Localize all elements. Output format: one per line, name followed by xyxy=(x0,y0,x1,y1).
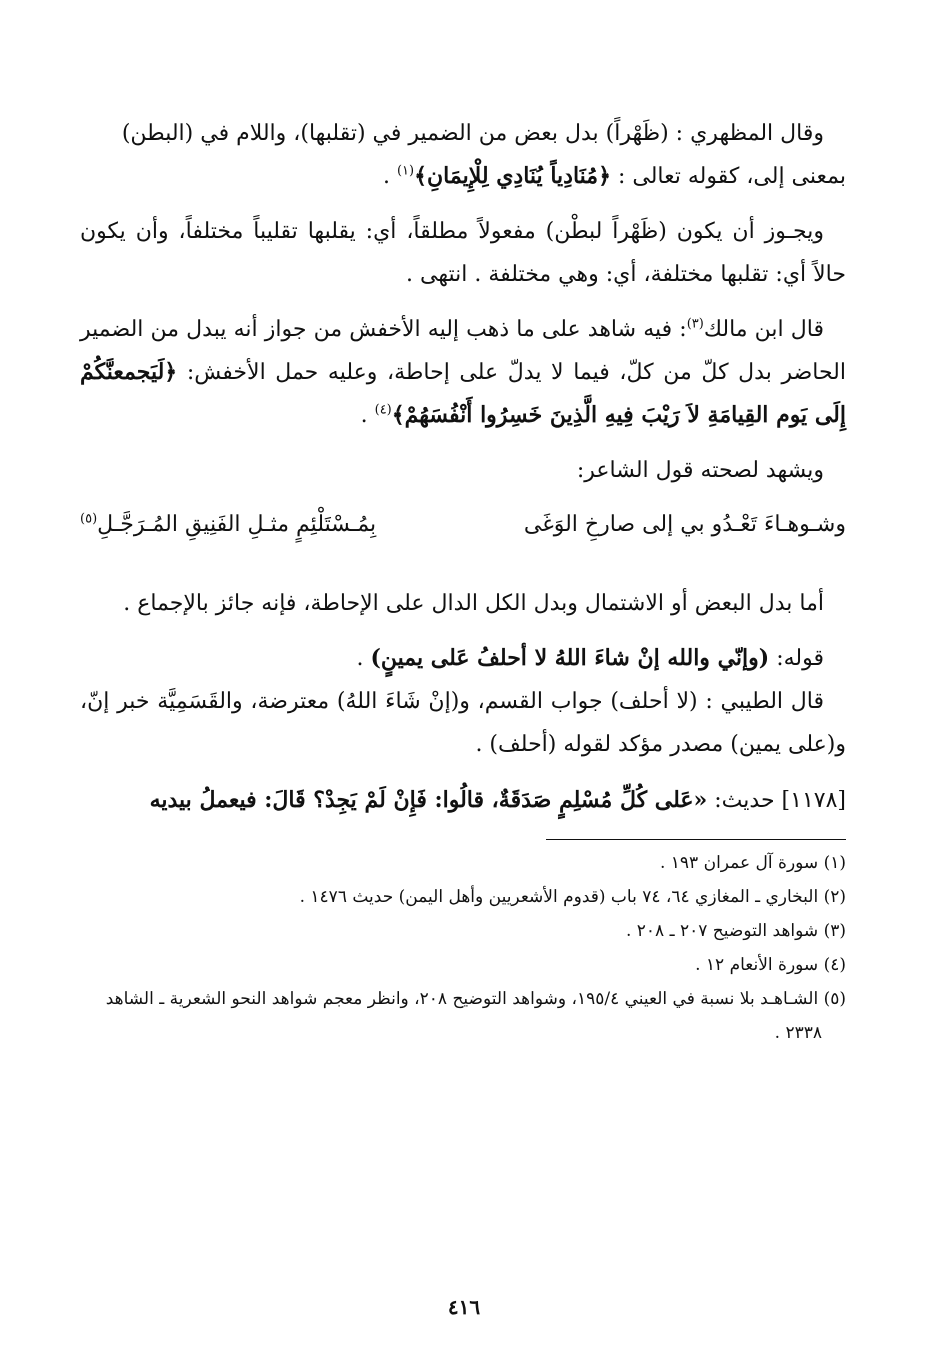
sentence-end: . xyxy=(356,646,371,671)
main-text xyxy=(80,112,846,823)
verse-second-hemistich: بِمُـسْتَلْئِمٍ مثـلِ الفَنِيقِ المُـرَجَّـلِ xyxy=(97,512,377,537)
footnote-divider xyxy=(546,839,846,840)
hadith-heading xyxy=(80,778,846,823)
footnote-ref-4: (٤) xyxy=(374,402,392,418)
hadith-text: «عَلى كُلِّ مُسْلِمٍ صَدَقَةٌ، قالُوا: فَإِنْ لَمْ يَجِدْ؟ قَالَ: فيعملُ بيديه xyxy=(149,787,708,813)
footnotes xyxy=(80,846,846,1050)
book-page xyxy=(80,112,846,1323)
hadith-number: [١١٧٨] xyxy=(781,788,846,813)
footnote-ref-3: (٣) xyxy=(686,316,704,332)
paragraph-mazhari-line2: بمعنى إلى، كقوله تعالى : xyxy=(610,164,846,189)
poetry-verse xyxy=(80,502,846,548)
hadith-label: حديث: xyxy=(707,788,782,813)
ibn-malik-text: : فيه شاهد على ما ذهب إليه الأخفش من جواز أنه يبدل من الضمير الحاضر بدل كلّ من كلّ، فيما لا يدلّ على إحاطة، وعليه حمل الأخفش: xyxy=(80,317,846,385)
ibn-malik-intro: قال ابن مالك xyxy=(703,317,824,342)
footnote-2: (٢) البخاري ـ المغازي ٦٤، ٧٤ باب (قدوم الأشعريين وأهل اليمن) حديث ١٤٧٦ . xyxy=(299,887,846,907)
quran-quote-anam: ﴿لَيَجمعنَّكُمْ إِلَى يَوم القِيامَةِ لاَ رَيْبَ فِيهِ الَّذِينَ خَسِرُوا أَنْفُسَهُمْ﴾ xyxy=(80,359,846,428)
footnote-ref-5: (٥) xyxy=(80,511,98,527)
paragraph-consensus: أما بدل البعض أو الاشتمال وبدل الكل الدال على الإحاطة، فإنه جائز بالإجماع . xyxy=(123,591,824,616)
sentence-end: . xyxy=(382,164,397,189)
paragraph-mazhari xyxy=(80,112,846,198)
quran-quote-iman: ﴿مُنَادِياً يُنَادِي لِلْإِيمَانِ﴾ xyxy=(414,163,611,189)
paragraph-mazhari-line1: وقال المظهري : (ظَهْراً) بدل بعض من الضمير في (تقلبها)، واللام في (البطن) xyxy=(121,121,824,146)
footnote-5: (٥) الشـاهـد بلا نسبة في العيني ١٩٥/٤، وشواهد التوضيح ٢٠٨، وانظر معجم شواهد النحو الشعرية ـ الشاهد ٢٣٣٨ . xyxy=(105,989,846,1043)
quote-label: قوله: xyxy=(769,646,824,671)
paragraph-grammar-note: ويجـوز أن يكون (ظَهْراً لبطْن) مفعولاً مطلقاً، أي: يقلبها تقليباً مختلفاً، وأن يكون حالاً أي: تقلبها مختلفة، أي: وهي مختلفة . انتهى . xyxy=(80,219,846,287)
hadith-oath-quote: (وإنّي والله إنْ شاءَ اللهُ لا أحلفُ عَلى يمينٍ) xyxy=(370,645,770,671)
paragraph-quote-oath xyxy=(80,637,846,680)
footnote-4: (٤) سورة الأنعام ١٢ . xyxy=(695,955,846,975)
page-number: ٤١٦ xyxy=(447,1295,481,1319)
sentence-end: . xyxy=(360,403,375,428)
verse-second-hemistich-wrap xyxy=(80,502,376,548)
verse-first-hemistich: وشـوهـاءَ تَعْـدُو بي إلى صارخِ الوَغَى xyxy=(523,512,846,537)
footnote-ref-1: (١) xyxy=(396,163,415,179)
paragraph-ibn-malik xyxy=(80,308,846,437)
paragraph-poet-intro: ويشهد لصحته قول الشاعر: xyxy=(576,458,824,483)
paragraph-tibi: قال الطيبي : (لا أحلف) جواب القسم، و(إنْ شَاءَ اللهُ) معترضة، والقَسَمِيَّة خبر إنّ، و(على يمين) مصدر مؤكد لقوله (أحلف) . xyxy=(80,689,846,757)
footnote-3: (٣) شواهد التوضيح ٢٠٧ ـ ٢٠٨ . xyxy=(625,921,846,941)
footnote-1: (١) سورة آل عمران ١٩٣ . xyxy=(659,853,846,873)
